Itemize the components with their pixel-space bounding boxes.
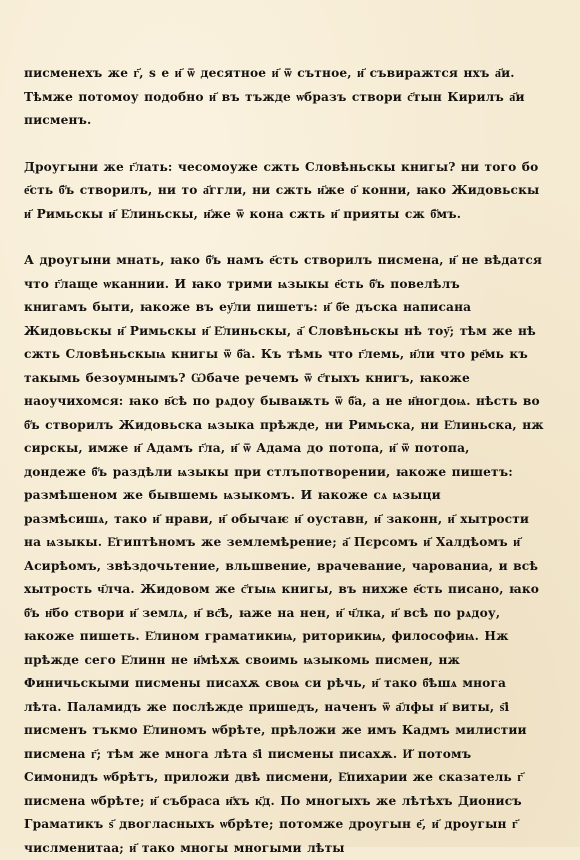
text-line: писменъ тъкмо Е҃линомъ ѡбрѣте, прѣложи же имъ Кадмъ милистии — [24, 719, 550, 743]
text-line: лѣта. Паламидъ же послѣжде пришедъ, наченъ ѿ а҃лфы и҃ виты, ѕ҃і — [24, 696, 550, 720]
text-line: на ѩзыкы. Е҃гиптѣномъ же землемѣрение; а҃ Пєрсомъ и҃ Халдѣомъ и҃ — [24, 531, 550, 555]
text-line: писменъ. — [24, 109, 550, 133]
text-line: размѣшеном же бывшемь ѩзыкомъ. И ꙗкоже сѧ ѩзыци — [24, 484, 550, 508]
text-line: сжть Словѣньскыѩ книгы ѿ б҃а. Къ тѣмь что г҃лемь, и҃ли что ре҃мь къ — [24, 343, 550, 367]
text-line: Тѣмже потомоу подобно и҃ въ тъжде ѡбразъ створи с҃тын Кирилъ а҃и — [24, 86, 550, 110]
text-line: и҃ Римьскы и҃ Е҃линьскы, и҃же ѿ кона сжть и҃ прияты сж б҃мъ. — [24, 203, 550, 227]
text-line: Симонидъ ѡбрѣтъ, приложи двѣ писмени, Е҃пихарии же сказатель г҃ — [24, 766, 550, 790]
text-line: писмена ѡбрѣте; и҃ събраса и҃хъ к҃д. По многыхъ же лѣтѣхъ Дионисъ — [24, 790, 550, 814]
text-line: числменитаа; и҃ тако многы многыми лѣты — [24, 837, 550, 860]
text-line: А дроугыни мнать, ꙗко б҃ъ намъ е҃сть створилъ писмена, и҃ не вѣдатся — [24, 249, 550, 273]
paragraph-3 — [24, 249, 550, 860]
text-line: книгамъ быти, ꙗкоже въ еу҃ли пишетъ: и҃ б҃е дъска написана — [24, 296, 550, 320]
text-line: Дроугыни же г҃лать: чесомоуже сжть Словѣньскы книгы? ни того бо — [24, 156, 550, 180]
paragraph-1 — [24, 62, 550, 133]
text-line: Асирѣомъ, звѣздочьтение, вльшвение, врачевание, чарованиа, и всѣ — [24, 555, 550, 579]
text-line: сирскы, имже и҃ Адамъ г҃ла, и҃ ѿ Адама до потопа, и҃ ѿ потопа, — [24, 437, 550, 461]
text-line: писменехъ же г҃, ѕ е и҃ ѿ десятное и҃ ѿ сътное, и҃ съвиражтся нхъ а҃и. — [24, 62, 550, 86]
text-line: такымь безоумнымъ? Ѡбаче речемъ ѿ с҃тыхъ книгъ, ꙗкоже — [24, 367, 550, 391]
text-line: писмена г҃; тѣм же многа лѣта ѕ҃і писмены писахѫ. И҃ потомъ — [24, 743, 550, 767]
text-line: ꙗкоже пишеть. Е҃лином граматикиѩ, риторикиѩ, философиѩ. Нж — [24, 625, 550, 649]
text-line: Финичьскыми писмены писахѫ своѩ си рѣчь, и҃ тако б҃ѣшѧ многа — [24, 672, 550, 696]
text-line: б҃ъ н҃бо створи и҃ землѧ, и҃ вс҃ѣ, ꙗже на нен, и҃ ч҃лка, и҃ всѣ по рѧдоу, — [24, 602, 550, 626]
text-line: Жидовьскы и҃ Римьскы и҃ Е҃линьскы, а҃ Словѣньскы нѣ тоу҃; тѣм же нѣ — [24, 320, 550, 344]
text-line: хытрость ч҃лча. Жидовом же с҃тыѩ книгы, въ нихже е҃сть писано, ꙗко — [24, 578, 550, 602]
text-line: наоучихомся: ꙗко в҃сѣ по рѧдоу бываѭть ѿ б҃а, а не и҃ногдоѩ. нѣсть во — [24, 390, 550, 414]
text-line: б҃ъ створилъ Жидовьска ѩзыка прѣжде, ни Римьска, ни Е҃линьска, нж — [24, 414, 550, 438]
text-line: что г҃лаще ѡканнии. И ꙗко трими ѩзыкы е҃сть б҃ъ повелѣлъ — [24, 273, 550, 297]
text-line: е҃сть б҃ъ створилъ, ни то а҃ггли, ни сжть и҃же о҃ конни, ꙗко Жидовьскы — [24, 179, 550, 203]
text-line: дондеже б҃ъ раздѣли ѩзыкы при стлъпотворении, ꙗкоже пишетъ: — [24, 461, 550, 485]
text-line: Граматикъ ѕ҃ двогласныхъ ѡбрѣте; потомже дроугын е҃, и҃ дроугын г҃ — [24, 813, 550, 837]
paragraph-2 — [24, 156, 550, 227]
text-line: прѣжде сего Е҃линн не и҃мѣхѫ своимь ѩзыкомь писмен, нж — [24, 649, 550, 673]
text-line: размѣсишѧ, тако и҃ нрави, и҃ обычаѥ и҃ оуставн, и҃ законн, и҃ хытрости — [24, 508, 550, 532]
